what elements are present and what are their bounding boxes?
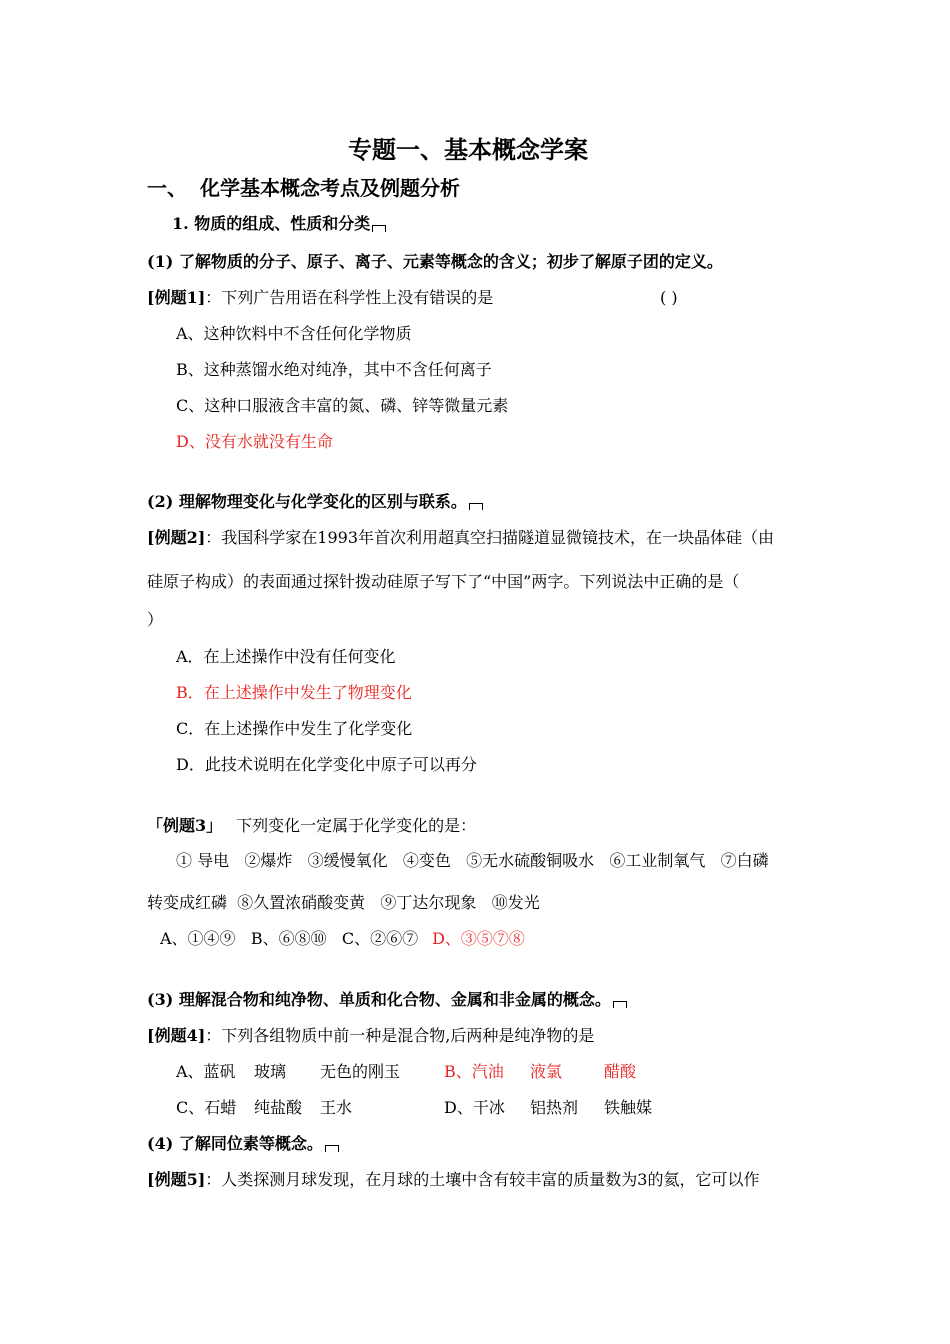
example-label: [例题5]: [147, 1170, 206, 1189]
anchor-mark-icon: [613, 1001, 627, 1008]
option-b: B、这种蒸馏水绝对纯净，其中不含任何离子: [176, 360, 492, 379]
page-title: 专题一、基本概念学案: [348, 135, 588, 164]
option-d-answer: D、没有水就没有生命: [176, 432, 333, 451]
subsection-heading: 1. 物质的组成、性质和分类: [172, 214, 386, 234]
option-c: C、这种口服液含丰富的氮、磷、锌等微量元素: [176, 396, 509, 415]
option-a: A、这种饮料中不含任何化学物质: [176, 324, 412, 343]
option-d-item-2: 铝热剂: [530, 1098, 579, 1117]
example-label: [例题1]: [147, 288, 206, 307]
topic-heading-4: (4) 了解同位素等概念。: [147, 1134, 339, 1154]
option-a: A．在上述操作中没有任何变化: [176, 647, 396, 666]
example-3-items-line-2: 转变成红磷 ⑧久置浓硝酸变黄 ⑨丁达尔现象 ⑩发光: [147, 893, 540, 912]
example-2-line-1: [例题2]：我国科学家在1993年首次利用超真空扫描隧道显微镜技术，在一块晶体硅（由: [147, 528, 775, 547]
anchor-mark-icon: [325, 1145, 339, 1152]
topic-heading-1: (1) 了解物质的分子、原子、离子、元素等概念的含义；初步了解原子团的定义。: [147, 252, 723, 271]
option-c: C．在上述操作中发生了化学变化: [176, 719, 413, 738]
example-5-question: [例题5]：人类探测月球发现，在月球的土壤中含有较丰富的质量数为3的氦，它可以作: [147, 1170, 760, 1189]
option-a-item-3: 无色的刚玉: [320, 1062, 401, 1081]
option-d-item-1: D、干冰: [444, 1098, 505, 1117]
option-b-item-3-answer: 醋酸: [604, 1062, 637, 1081]
example-3-choices: A、①④⑨ B、⑥⑧⑩ C、②⑥⑦ D、③⑤⑦⑧: [160, 929, 525, 948]
anchor-mark-icon: [469, 503, 483, 510]
section-heading: 化学基本概念考点及例题分析: [200, 176, 460, 200]
option-a-item-1: A、蓝矾: [176, 1062, 236, 1081]
answer-blank: ( ): [660, 288, 678, 307]
anchor-mark-icon: [372, 225, 386, 232]
example-label: [例题4]: [147, 1026, 206, 1045]
section-number: 一、: [147, 176, 187, 200]
example-2-line-3: ）: [147, 610, 164, 629]
option-b-item-1-answer: B、汽油: [444, 1062, 504, 1081]
option-d: D．此技术说明在化学变化中原子可以再分: [176, 755, 477, 774]
option-b-item-2-answer: 液氯: [530, 1062, 563, 1081]
example-3-question: 「例题3」 下列变化一定属于化学变化的是：: [147, 816, 477, 835]
example-1-question: [例题1]：下列广告用语在科学性上没有错误的是: [147, 288, 494, 307]
option-c-item-2: 纯盐酸: [254, 1098, 303, 1117]
option-b-answer: B．在上述操作中发生了物理变化: [176, 683, 412, 702]
example-3-items-line-1: ① 导电 ②爆炸 ③缓慢氧化 ④变色 ⑤无水硫酸铜吸水 ⑥工业制氧气 ⑦白磷: [176, 851, 769, 870]
example-2-line-2: 硅原子构成）的表面通过探针拨动硅原子写下了“中国”两字。下列说法中正确的是（: [147, 572, 740, 591]
example-4-question: [例题4]：下列各组物质中前一种是混合物,后两种是纯净物的是: [147, 1026, 595, 1045]
option-a-item-2: 玻璃: [254, 1062, 287, 1081]
example-label: [例题2]: [147, 528, 206, 547]
example-label: 「例题3」: [147, 816, 223, 835]
topic-heading-3: (3) 理解混合物和纯净物、单质和化合物、金属和非金属的概念。: [147, 990, 627, 1010]
option-c-item-3: 王水: [320, 1098, 353, 1117]
option-d-item-3: 铁触媒: [604, 1098, 653, 1117]
option-c-item-1: C、石蜡: [176, 1098, 237, 1117]
answer-choice: D、③⑤⑦⑧: [432, 929, 525, 948]
topic-heading-2: (2) 理解物理变化与化学变化的区别与联系。: [147, 492, 483, 512]
